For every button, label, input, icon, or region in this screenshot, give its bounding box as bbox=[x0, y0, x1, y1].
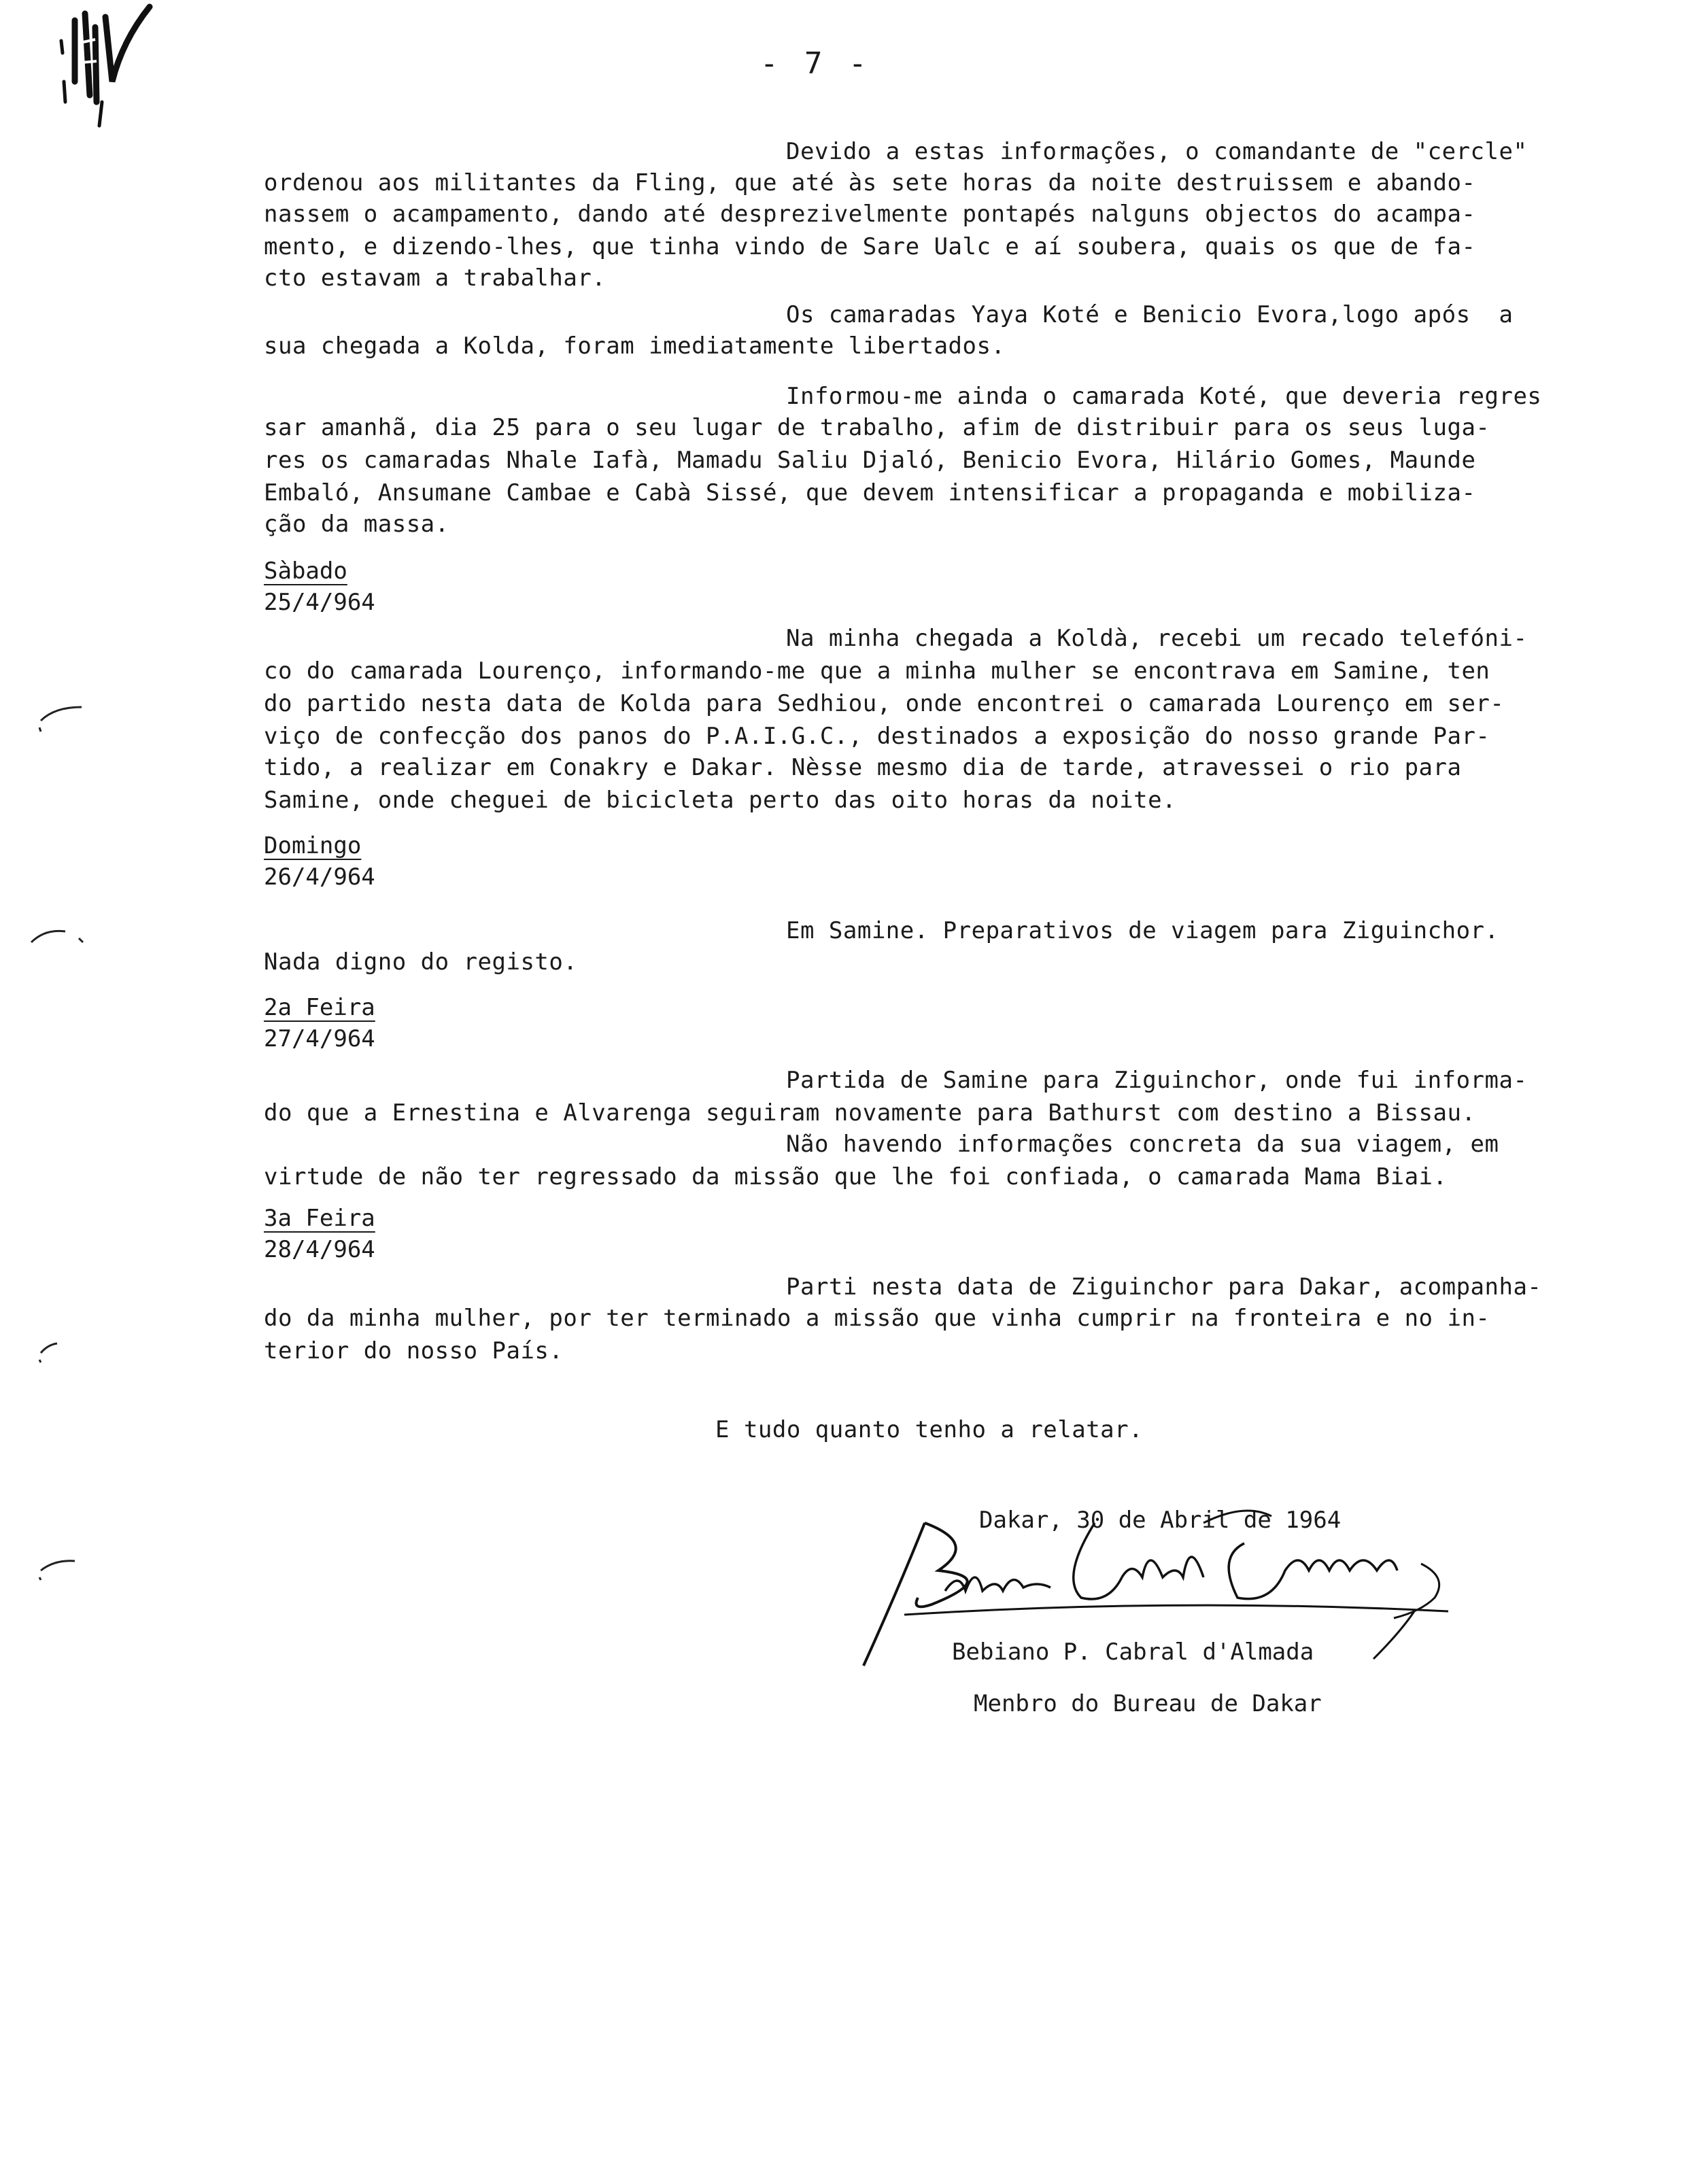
text-line: cto estavam a trabalhar. bbox=[264, 264, 607, 292]
text-line: Em Samine. Preparativos de viagem para Ziguinchor. bbox=[786, 917, 1499, 944]
text-line: tido, a realizar em Conakry e Dakar. Nèsse mesmo dia de tarde, atravessei o rio para bbox=[264, 754, 1462, 781]
closing-statement: E tudo quanto tenho a relatar. bbox=[715, 1416, 1144, 1443]
entry-day: 3a Feira bbox=[264, 1205, 375, 1232]
text-line: do partido nesta data de Kolda para Sedhiou, onde encontrei o camarada Lourenço em ser- bbox=[264, 690, 1505, 717]
text-line: ordenou aos militantes da Fling, que até às sete horas da noite destruissem e abando- bbox=[264, 169, 1476, 196]
text-line: Partida de Samine para Ziguinchor, onde fui informa- bbox=[786, 1067, 1528, 1094]
text-line: Informou-me ainda o camarada Koté, que deveria regres bbox=[786, 383, 1542, 410]
text-line: Nada digno do registo. bbox=[264, 948, 578, 976]
margin-mark bbox=[27, 1550, 88, 1584]
text-line: Os camaradas Yaya Koté e Benicio Evora,logo após a bbox=[786, 301, 1514, 328]
text-line: terior do nosso País. bbox=[264, 1337, 564, 1365]
text-line: Devido a estas informações, o comandante de "cercle" bbox=[786, 138, 1528, 165]
place-date: Dakar, 30 de Abril de 1964 bbox=[979, 1507, 1342, 1534]
entry-date: 26/4/964 bbox=[264, 863, 375, 891]
text-line: do que a Ernestina e Alvarenga seguiram novamente para Bathurst com destino a Bissau. bbox=[264, 1099, 1476, 1127]
text-line: virtude de não ter regressado da missão que lhe foi confiada, o camarada Mama Biai. bbox=[264, 1163, 1448, 1190]
entry-date: 27/4/964 bbox=[264, 1025, 375, 1052]
text-line: do da minha mulher, por ter terminado a missão que vinha cumprir na fronteira e no in- bbox=[264, 1305, 1490, 1332]
entry-date: 25/4/964 bbox=[264, 589, 375, 616]
archive-stamp-mark bbox=[48, 0, 184, 129]
text-line: co do camarada Lourenço, informando-me que a minha mulher se encontrava em Samine, ten bbox=[264, 657, 1490, 685]
margin-mark bbox=[27, 1333, 88, 1367]
text-line: Parti nesta data de Ziguinchor para Dakar, acompanha- bbox=[786, 1273, 1542, 1301]
text-line: Embaló, Ansumane Cambae e Cabà Sissé, que devem intensificar a propaganda e mobiliza- bbox=[264, 479, 1476, 507]
entry-day: Domingo bbox=[264, 832, 362, 859]
signatory-title: Menbro do Bureau de Dakar bbox=[974, 1690, 1322, 1717]
text-line: res os camaradas Nhale Iafà, Mamadu Saliu Djaló, Benicio Evora, Hilário Gomes, Maunde bbox=[264, 447, 1476, 474]
entry-day: 2a Feira bbox=[264, 994, 375, 1021]
text-line: viço de confecção dos panos do P.A.I.G.C., destinados a exposição do nosso grande Par- bbox=[264, 723, 1490, 750]
margin-mark bbox=[24, 922, 86, 956]
handwritten-signature bbox=[836, 1496, 1503, 1706]
margin-mark bbox=[27, 700, 88, 734]
text-line: sar amanhã, dia 25 para o seu lugar de trabalho, afim de distribuir para os seus luga- bbox=[264, 414, 1490, 441]
text-line: Não havendo informações concreta da sua viagem, em bbox=[786, 1131, 1499, 1158]
signatory-name: Bebiano P. Cabral d'Almada bbox=[952, 1638, 1314, 1666]
page-number: - 7 - bbox=[760, 46, 871, 81]
text-line: mento, e dizendo-lhes, que tinha vindo de Sare Ualc e aí soubera, quais os que de fa- bbox=[264, 233, 1476, 260]
entry-date: 28/4/964 bbox=[264, 1236, 375, 1263]
text-line: ção da massa. bbox=[264, 511, 449, 538]
text-line: Samine, onde cheguei de bicicleta perto das oito horas da noite. bbox=[264, 787, 1177, 814]
text-line: nassem o acampamento, dando até desprezivelmente pontapés nalguns objectos do acampa- bbox=[264, 201, 1476, 228]
text-line: Na minha chegada a Koldà, recebi um recado telefóni- bbox=[786, 625, 1528, 652]
text-line: sua chegada a Kolda, foram imediatamente libertados. bbox=[264, 332, 1006, 360]
entry-day: Sàbado bbox=[264, 557, 347, 585]
